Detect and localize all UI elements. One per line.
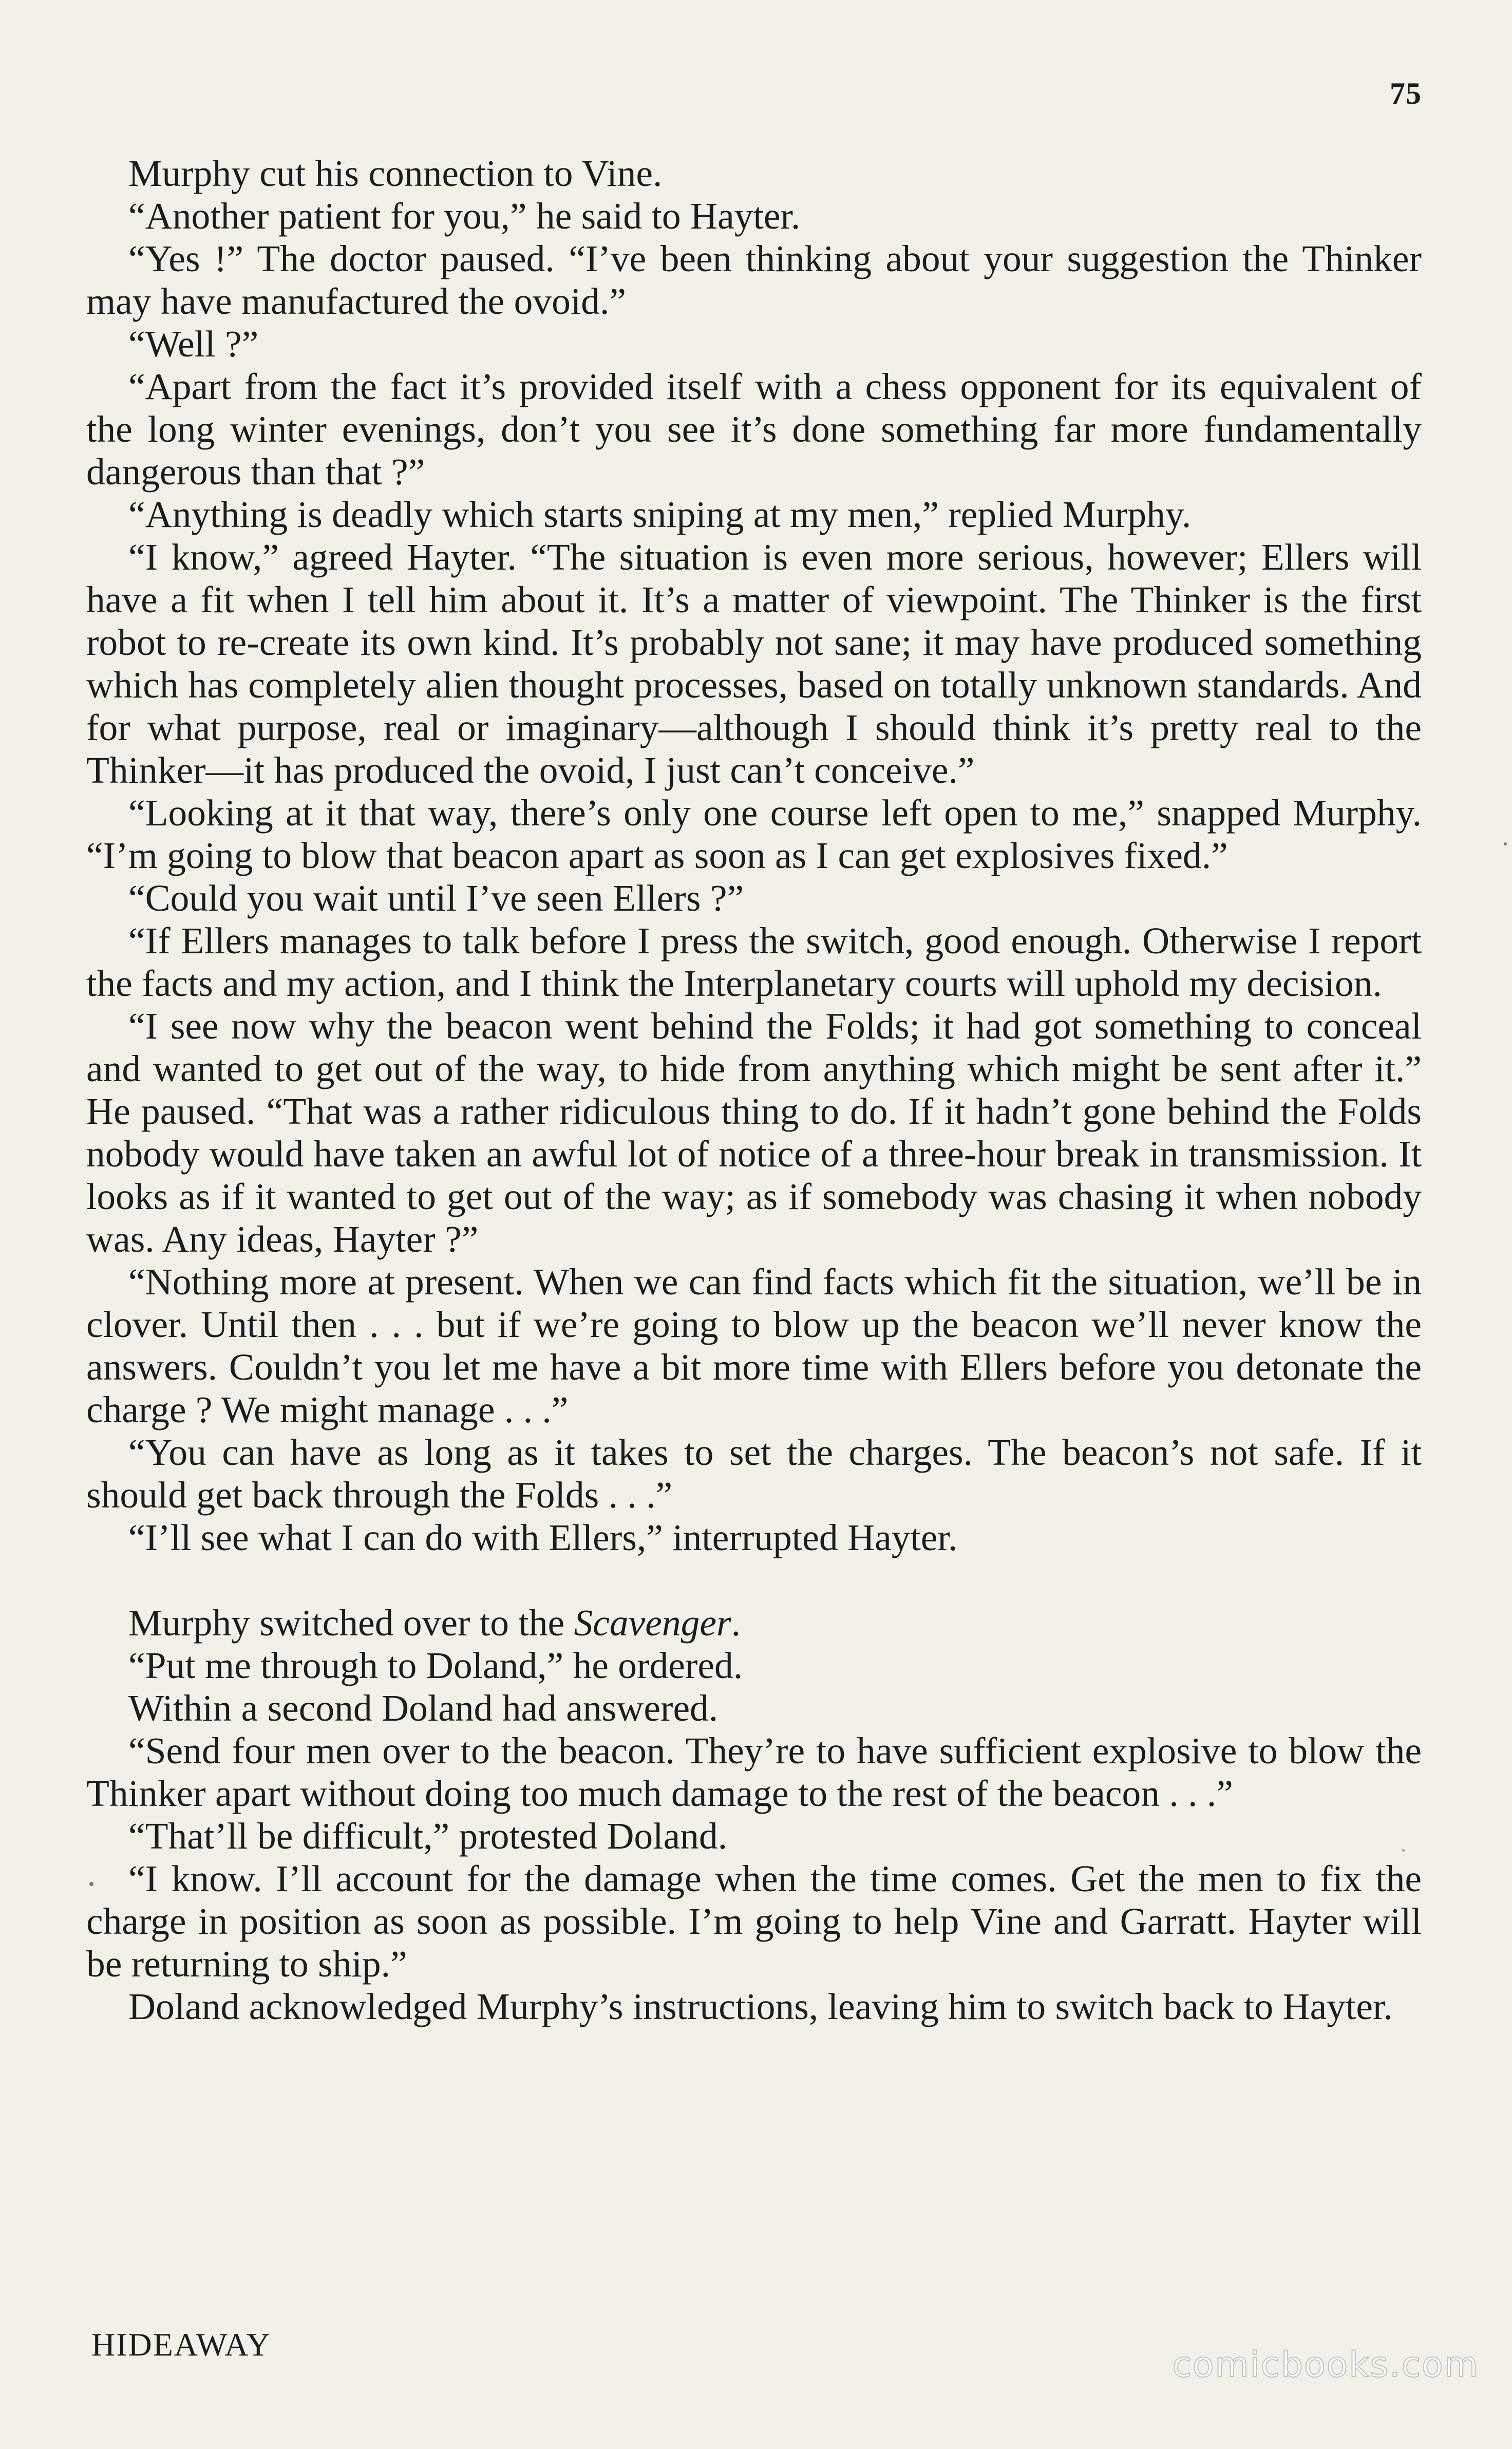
paragraph: “I see now why the beacon went behind the Folds; it had got something to conceal and wanted to get out of the way, to hide from anything which might be sent after it.” He paused. “That was a rather ridiculous thing to do. If it hadn’t gone behind the Folds nobody would have taken an awful lot of notice of a three-hour break in transmission. It looks as if it wanted to get out of the way; as if somebody was chasing it when nobody was. Any ideas, Hayter ?” (86, 1005, 1422, 1260)
page-number: 75 (1390, 77, 1422, 110)
paragraph: “You can have as long as it takes to set the charges. The beacon’s not safe. If it should get back through the Folds . . .” (86, 1431, 1422, 1516)
paragraph: Within a second Doland had answered. (128, 1687, 719, 1729)
paragraph: “I know,” agreed Hayter. “The situation is even more serious, however; Ellers will have a fit when I tell him about it. It’s a matter of viewpoint. The Thinker is the first robot to re-create its own kind. It’s probably not sane; it may have produced something which has completely alien thought processes, based on totally unknown standards. And for what purpose, real or imaginary—although I should think it’s pretty real to the Thinker—it has produced the ovoid, I just can’t conceive.” (86, 536, 1422, 791)
watermark-logo: comicbooks.com (1172, 2345, 1479, 2385)
paragraph: “I’ll see what I can do with Ellers,” interrupted Hayter. (128, 1517, 958, 1558)
paragraph: “If Ellers manages to talk before I press the switch, good enough. Otherwise I report the facts and my action, and I think the Interplanetary courts will uphold my decision. (86, 920, 1422, 1004)
paragraph: “Another patient for you,” he said to Hayter. (128, 195, 801, 237)
paragraph: “Apart from the fact it’s provided itself with a chess opponent for its equivalent of the long winter evenings, don’t you see it’s done something far more fundamentally dangerous than that ?” (86, 366, 1422, 493)
paragraph: “Yes !” The doctor paused. “I’ve been thinking about your suggestion the Thinker may have manufactured the ovoid.” (86, 238, 1422, 322)
paragraph: “Send four men over to the beacon. They’re to have sufficient explosive to blow the Thinker apart without doing too much damage to the rest of the beacon . . .” (86, 1730, 1422, 1814)
paper-speck (89, 1882, 93, 1886)
paragraph: “Put me through to Doland,” he ordered. (128, 1645, 743, 1686)
paragraph: “Well ?” (128, 323, 259, 365)
paragraph: “Could you wait until I’ve seen Ellers ?” (128, 877, 744, 919)
body-text (86, 152, 1422, 2028)
paragraph: “Anything is deadly which starts sniping at my men,” replied Murphy. (128, 494, 1192, 535)
paragraph-text: . (731, 1602, 741, 1644)
paper-speck (1402, 1849, 1405, 1852)
paragraph (86, 1602, 1422, 1644)
paragraph: “That’ll be difficult,” protested Doland. (128, 1815, 728, 1857)
paragraph: “Looking at it that way, there’s only one course left open to me,” snapped Murphy. “I’m going to blow that beacon apart as soon as I can get explosives fixed.” (86, 792, 1422, 876)
paragraph-text: Murphy switched over to the (128, 1602, 574, 1644)
paragraph: “I know. I’ll account for the damage when the time comes. Get the men to fix the charge in position as soon as possible. I’m going to help Vine and Garratt. Hayter will be returning to ship.” (86, 1858, 1422, 1985)
paragraph: Doland acknowledged Murphy’s instructions, leaving him to switch back to Hayter. (128, 1986, 1393, 2027)
section-break (86, 1559, 1422, 1602)
paragraph: Murphy cut his connection to Vine. (128, 153, 663, 194)
paper-speck (1504, 842, 1507, 845)
paragraph: “Nothing more at present. When we can find facts which fit the situation, we’ll be in clover. Until then . . . but if we’re going to blow up the beacon we’ll never know the answers. Couldn’t you let me have a bit more time with Ellers before you detonate the charge ? We might manage . . .” (86, 1261, 1422, 1430)
ship-name: Scavenger (574, 1602, 731, 1644)
running-footer-title: HIDEAWAY (91, 2326, 271, 2363)
